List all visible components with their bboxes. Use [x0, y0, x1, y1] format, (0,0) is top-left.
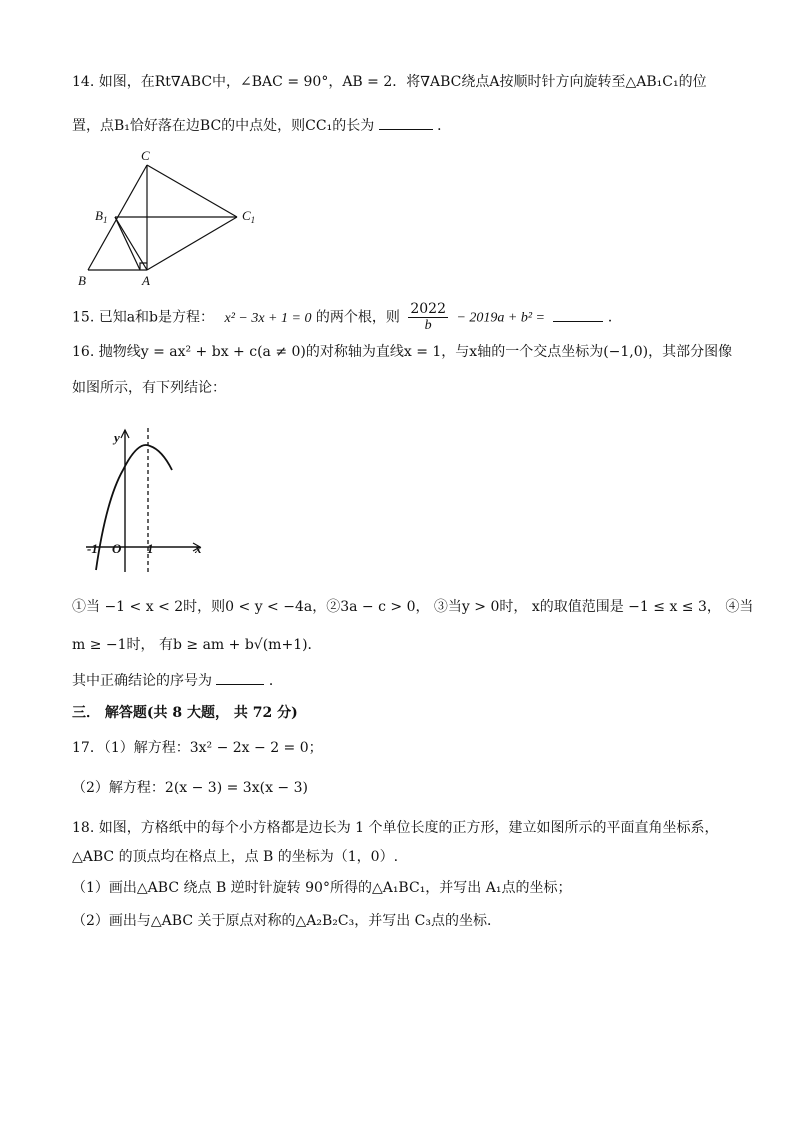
- q16-conclusions-line2: m ≥ −1时， 有b ≥ am + b√(m+1)．: [72, 637, 322, 653]
- q15-fraction-numerator: 2022: [410, 301, 446, 317]
- q16-answer-line: [72, 670, 283, 691]
- q16-conclusions-line1: ①当 −1 < x < 2时，则0 < y < −4a，②3a − c > 0， ③当y > 0时， x的取值范围是 −1 ≤ x ≤ 3， ④当: [72, 599, 754, 615]
- right-angle-mark: [140, 263, 147, 270]
- label-B1: $B_1$: [95, 208, 108, 225]
- tick-label-neg1: -1: [87, 541, 98, 556]
- label-B: B: [78, 273, 86, 288]
- q17-part2: （2）解方程：2(x − 3) = 3x(x − 3): [72, 780, 308, 796]
- q16-answer-blank: [216, 670, 264, 685]
- q15-line: [72, 301, 622, 334]
- q14-line1: 14. 如图，在Rt∇ABC中，∠BAC = 90°，AB = 2．将∇ABC绕点A按顺时针方向旋转至△AB₁C₁的位: [72, 74, 707, 90]
- q18-line1: 18. 如图，方格纸中的每个小方格都是边长为 1 个单位长度的正方形，建立如图所示的平面直角坐标系，: [72, 820, 719, 836]
- q16-line1: 16. 抛物线y = ax² + bx + c(a ≠ 0)的对称轴为直线x = 1，与x轴的一个交点坐标为(−1,0)，其部分图像: [72, 344, 733, 360]
- x-axis-label: x: [195, 541, 202, 556]
- segment-B1A: [115, 217, 147, 270]
- q15-prefix: 15. 已知a和b是方程：: [72, 309, 215, 326]
- q16-answer-text: 其中正确结论的序号为: [72, 673, 212, 689]
- q14-answer-blank: [379, 115, 433, 130]
- label-A: A: [142, 273, 150, 288]
- q14-line2-end: ．: [437, 118, 452, 134]
- segment-C1A: [147, 217, 237, 270]
- section-title: 三． 解答题(共 8 大题， 共 72 分): [72, 705, 298, 721]
- q14-line2: [72, 115, 451, 136]
- q15-fraction: [408, 301, 448, 334]
- q17-part1: 17．（1）解方程：3x² − 2x − 2 = 0；: [72, 740, 323, 756]
- y-axis-label: y: [114, 430, 120, 445]
- parabola-curve: [96, 445, 172, 570]
- q15-end: ．: [607, 309, 622, 326]
- q15-middle: 的两个根，则: [315, 309, 400, 326]
- y-axis-arrow: [121, 430, 129, 438]
- q18-line4: （2）画出与△ABC 关于原点对称的△A₂B₂C₃，并写出 C₃点的坐标．: [72, 913, 501, 929]
- q15-fraction-denominator: b: [424, 318, 432, 333]
- tick-label-1: 1: [147, 541, 154, 556]
- q16-answer-end: ．: [268, 673, 283, 689]
- segment-B1-inner: [115, 217, 140, 270]
- segment-CC1: [147, 165, 237, 217]
- origin-label: O: [112, 541, 122, 556]
- q14-line2-text: 置，点B₁恰好落在边BC的中点处，则CC₁的长为: [72, 118, 375, 134]
- q18-line2: △ABC 的顶点均在格点上，点 B 的坐标为（1，0）.: [72, 849, 399, 865]
- q18-line3: （1）画出△ABC 绕点 B 逆时针旋转 90°所得的△A₁BC₁，并写出 A₁点的坐标；: [72, 880, 572, 896]
- q15-equation: x² − 3x + 1 = 0: [224, 310, 312, 326]
- q15-tail: − 2019a + b² =: [456, 310, 545, 326]
- label-C1: $C_1$: [242, 208, 256, 225]
- q15-answer-blank: [553, 307, 603, 322]
- label-C: C: [141, 148, 150, 163]
- x-axis-arrow: [193, 543, 200, 551]
- q16-line2: 如图所示，有下列结论：: [72, 380, 226, 396]
- segment-CB: [88, 165, 147, 270]
